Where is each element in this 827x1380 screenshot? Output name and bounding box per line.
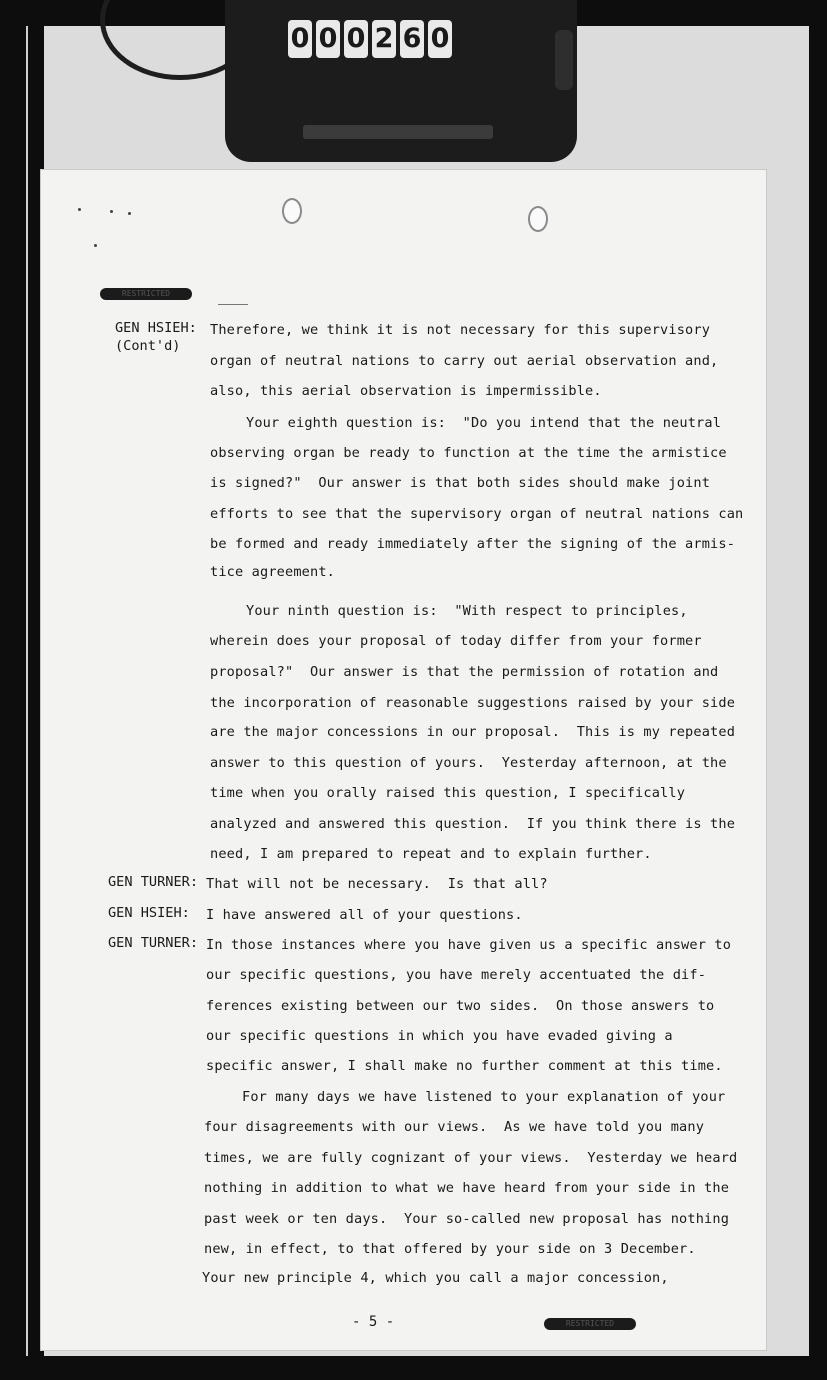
body-line: past week or ten days. Your so-called new proposal has nothing [204,1211,730,1227]
body-line: ferences existing between our two sides. On those answers to [206,998,715,1014]
body-line: our specific questions, you have merely accentuated the dif- [206,967,707,983]
counter-knob [555,30,573,90]
counter-slot [303,125,493,139]
classification-stamp-bottom: RESTRICTED [544,1318,636,1330]
frame-counter-device [225,0,577,162]
ink-speck [94,244,97,247]
counter-digit: 0 [344,20,368,58]
counter-digit: 0 [288,20,312,58]
ink-speck [128,212,131,215]
body-line: be formed and ready immediately after the signing of the armis- [210,536,736,552]
body-line: proposal?" Our answer is that the permission of rotation and [210,664,719,680]
body-line: tice agreement. [210,564,336,580]
body-line: Your new principle 4, which you call a major concession, [202,1270,669,1286]
body-line: organ of neutral nations to carry out aerial observation and, [210,353,719,369]
counter-digit: 0 [316,20,340,58]
counter-digit: 6 [400,20,424,58]
body-line: is signed?" Our answer is that both sides should make joint [210,475,711,491]
frame-edge [26,26,28,1356]
body-line: analyzed and answered this question. If you think there is the [210,816,736,832]
body-line: Therefore, we think it is not necessary for this supervisory [210,322,711,338]
body-line: specific answer, I shall make no further comment at this time. [206,1058,723,1074]
speaker-label: GEN HSIEH: [115,320,197,336]
body-line: I have answered all of your questions. [206,907,523,923]
ink-speck [78,208,81,211]
ink-speck [110,210,113,213]
body-line: time when you orally raised this question, I specifically [210,785,686,801]
body-line: Your eighth question is: "Do you intend that the neutral [246,415,722,431]
body-line: also, this aerial observation is impermissible. [210,383,602,399]
classification-stamp-top: RESTRICTED [100,288,192,300]
body-line: answer to this question of yours. Yesterday afternoon, at the [210,755,727,771]
body-line: our specific questions in which you have evaded giving a [206,1028,673,1044]
body-line: efforts to see that the supervisory organ of neutral nations can [210,506,744,522]
body-line: are the major concessions in our proposal. This is my repeated [210,724,736,740]
body-line: times, we are fully cognizant of your views. Yesterday we heard [204,1150,738,1166]
body-line: observing organ be ready to function at the time the armistice [210,445,727,461]
speaker-label-contd: (Cont'd) [115,338,181,354]
counter-digit: 0 [428,20,452,58]
body-line: need, I am prepared to repeat and to explain further. [210,846,652,862]
speaker-label: GEN HSIEH: [108,905,190,921]
body-line: four disagreements with our views. As we have told you many [204,1119,705,1135]
body-line: In those instances where you have given us a specific answer to [206,937,732,953]
header-rule [218,304,248,305]
punch-hole-left [282,198,302,224]
speaker-label: GEN TURNER: [108,935,199,951]
body-line: nothing in addition to what we have heard from your side in the [204,1180,730,1196]
punch-hole-right [528,206,548,232]
body-line: Your ninth question is: "With respect to principles, [246,603,688,619]
body-line: new, in effect, to that offered by your side on 3 December. [204,1241,696,1257]
frame-counter-digits [288,20,452,58]
counter-digit: 2 [372,20,396,58]
page-number: - 5 - [352,1314,395,1330]
body-line: That will not be necessary. Is that all? [206,876,548,892]
body-line: wherein does your proposal of today differ from your former [210,633,702,649]
body-line: For many days we have listened to your explanation of your [242,1089,726,1105]
speaker-label: GEN TURNER: [108,874,199,890]
body-line: the incorporation of reasonable suggestions raised by your side [210,695,736,711]
